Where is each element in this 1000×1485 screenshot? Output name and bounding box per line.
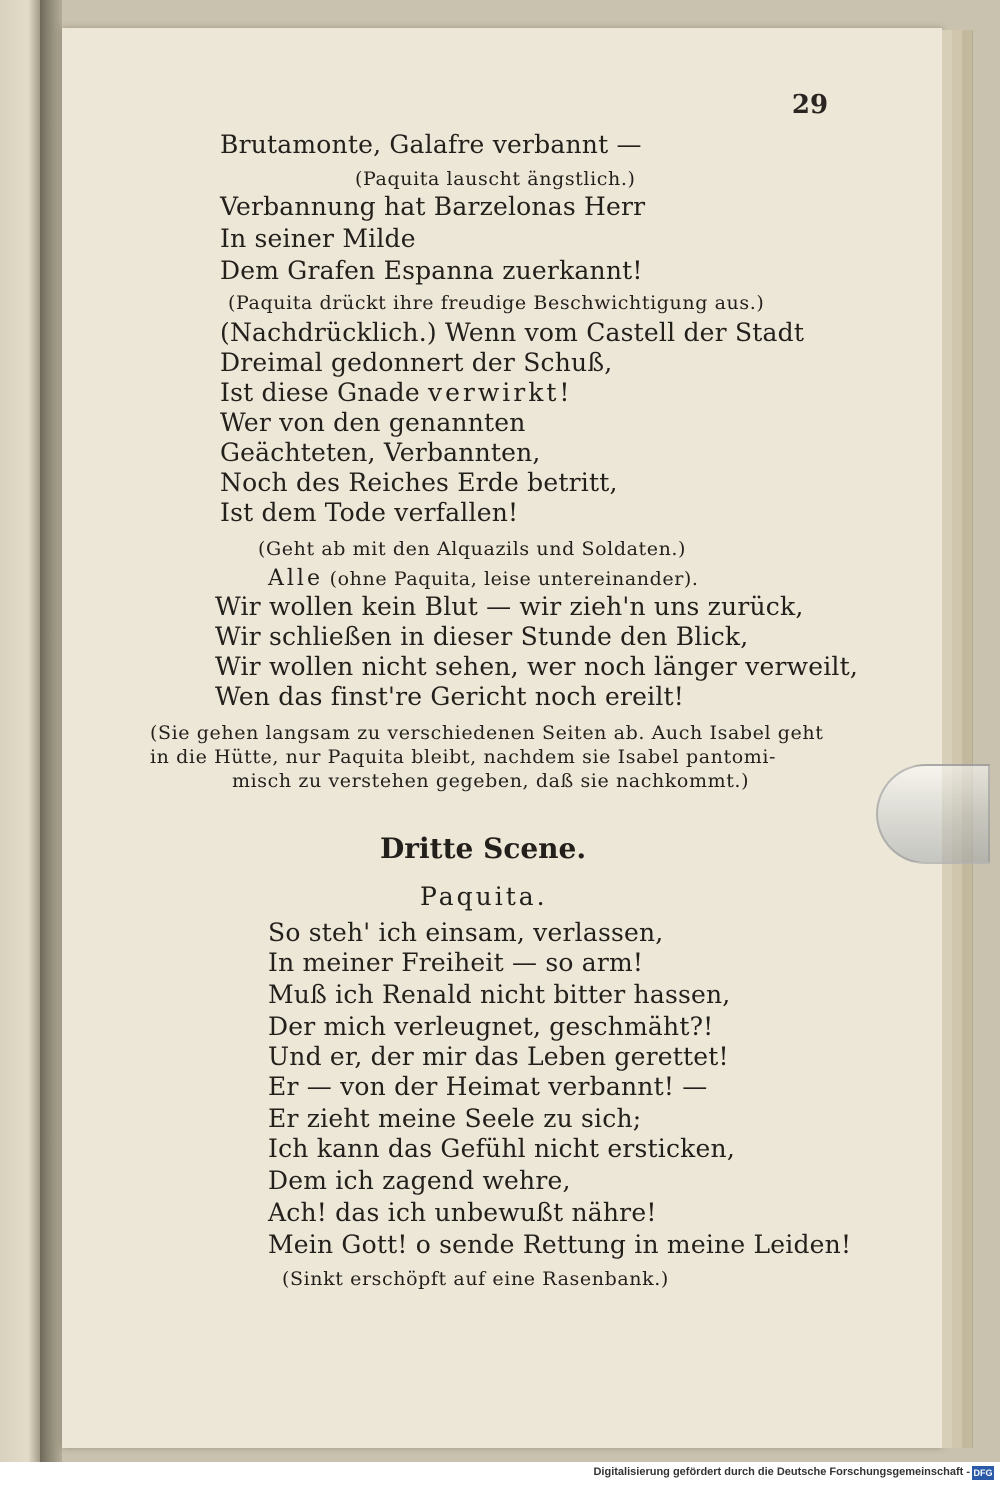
left-page-edge [0,0,40,1462]
stage-direction: in die Hütte, nur Paquita bleibt, nachdem sie Isabel pantomi- [150,746,777,768]
stage-direction: (Paquita lauscht ängstlich.) [355,168,636,190]
verse-line: Er zieht meine Seele zu sich; [268,1104,642,1133]
verse-line: Dem ich zagend wehre, [268,1166,571,1195]
verse-line: Ist dem Tode verfallen! [220,498,519,527]
verse-line: Und er, der mir das Leben gerettet! [268,1042,729,1071]
emphasis-text: verwirkt! [428,378,573,407]
verse-line: Der mich verleugnet, geschmäht?! [268,1012,714,1041]
stage-direction: (Sinkt erschöpft auf eine Rasenbank.) [282,1268,669,1290]
verse-line: Muß ich Renald nicht bitter hassen, [268,980,731,1009]
verse-line: Er — von der Heimat verbannt! — [268,1072,708,1101]
verse-line: (Nachdrücklich.) Wenn vom Castell der Stadt [220,318,805,347]
verse-line: Ich kann das Gefühl nicht ersticken, [268,1134,735,1163]
speaker-name: Alle [268,566,323,591]
verse-line: Wer von den genannten [220,408,526,437]
speaker-name: Paquita. [420,882,548,911]
scene-heading: Dritte Scene. [380,832,587,865]
verse-line: Mein Gott! o sende Rettung in meine Leiden! [268,1230,852,1259]
verse-line: Wen das finst're Gericht noch ereilt! [215,682,685,711]
stage-direction [268,566,699,591]
verse-line: Brutamonte, Galafre verbannt — [220,130,642,159]
stage-direction: misch zu verstehen gegeben, daß sie nachkommt.) [232,770,750,792]
verse-line: Dem Grafen Espanna zuerkannt! [220,256,643,285]
verse-line: Noch des Reiches Erde betritt, [220,468,618,497]
verse-line: Wir schließen in dieser Stunde den Blick, [215,622,749,651]
verse-line: Verbannung hat Barzelonas Herr [220,192,646,221]
book-gutter [40,0,62,1462]
verse-line [220,378,572,407]
verse-line: In seiner Milde [220,224,416,253]
page-edge [962,30,973,1448]
footer-bar [0,1462,1000,1485]
verse-line: Wir wollen nicht sehen, wer noch länger verweilt, [215,652,858,681]
verse-line: Ach! das ich unbewußt nähre! [268,1198,657,1227]
page-number: 29 [791,90,829,120]
verse-line: Wir wollen kein Blut — wir zieh'n uns zurück, [215,592,804,621]
stage-direction: (Paquita drückt ihre freudige Beschwichtigung aus.) [228,292,765,314]
verse-line: In meiner Freiheit — so arm! [268,948,644,977]
stage-direction: (Sie gehen langsam zu verschiedenen Seiten ab. Auch Isabel geht [150,722,824,744]
stage-text: (ohne Paquita, leise untereinander). [322,568,699,590]
dfg-logo-icon: DFG [973,1468,993,1478]
verse-line: Geächteten, Verbannten, [220,438,541,467]
verse-line: Dreimal gedonnert der Schuß, [220,348,613,377]
stage-direction: (Geht ab mit den Alquazils und Soldaten.) [258,538,687,560]
glass-clip-icon [876,764,990,864]
footer-credit: Digitalisierung gefördert durch die Deutsche Forschungsgemeinschaft - [593,1466,970,1478]
verse-line: So steh' ich einsam, verlassen, [268,918,664,947]
verse-text: Ist diese Gnade [220,378,428,407]
